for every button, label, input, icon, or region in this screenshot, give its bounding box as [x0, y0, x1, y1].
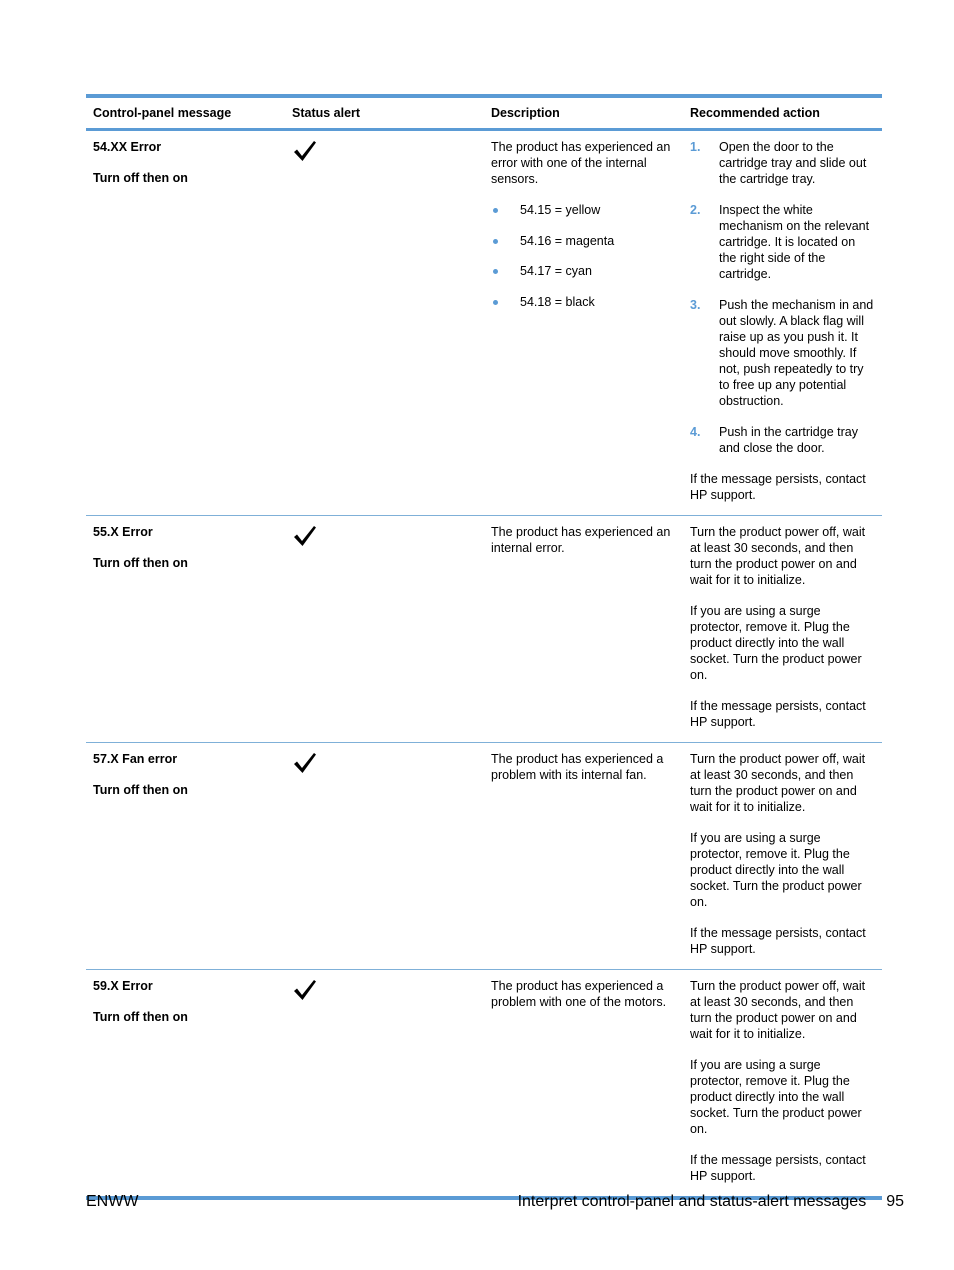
checkmark-icon [293, 525, 317, 551]
action-note: If the message persists, contact HP support. [690, 926, 866, 956]
action-text: If you are using a surge protector, remove it. Plug the product directly into the wall socket. Turn the product power on. [690, 604, 862, 682]
step-number: 4. [690, 425, 701, 439]
table-row [86, 970, 882, 1196]
step-text: Push the mechanism in and out slowly. A black flag will raise up as you push it. It should move smoothly. If not, push repeatedly to try to free up any potential obstruction. [719, 298, 874, 408]
checkmark-icon [293, 979, 317, 1005]
description-text: The product has experienced a problem with its internal fan. [491, 752, 664, 782]
table-header-row [86, 98, 882, 131]
error-sub-message: Turn off then on [93, 1010, 188, 1024]
message-cell [86, 516, 285, 742]
list-item-text: 54.17 = cyan [520, 264, 592, 278]
message-cell [86, 743, 285, 969]
list-item [491, 263, 677, 279]
step-text: Push in the cartridge tray and close the door. [719, 425, 858, 455]
description-cell [484, 516, 683, 742]
column-header-action: Recommended action [690, 106, 820, 120]
column-header-status: Status alert [292, 106, 361, 120]
column-header-message: Control-panel message [93, 106, 232, 120]
bullet-icon [493, 300, 498, 305]
action-cell [683, 970, 882, 1196]
action-cell [683, 743, 882, 969]
list-item-text: 54.18 = black [520, 294, 595, 309]
action-text: If you are using a surge protector, remove it. Plug the product directly into the wall socket. Turn the product power on. [690, 1058, 862, 1136]
action-text: If you are using a surge protector, remove it. Plug the product directly into the wall socket. Turn the product power on. [690, 831, 862, 909]
description-cell [484, 970, 683, 1196]
description-text: The product has experienced a problem with one of the motors. [491, 979, 667, 1009]
action-cell [683, 516, 882, 742]
list-item [491, 294, 677, 310]
error-message-table [86, 94, 882, 1200]
action-note: If the message persists, contact HP support. [690, 472, 866, 502]
action-text: Turn the product power off, wait at least 30 seconds, and then turn the product power on and wait for it to initialize. [690, 752, 866, 814]
error-code: 55.X Error [93, 525, 153, 539]
bullet-icon [493, 239, 498, 244]
action-note: If the message persists, contact HP support. [690, 699, 866, 729]
step-list [690, 139, 876, 456]
step-item [690, 139, 876, 187]
step-number: 3. [690, 298, 701, 312]
step-text: Open the door to the cartridge tray and slide out the cartridge tray. [719, 140, 867, 186]
action-text: Turn the product power off, wait at least 30 seconds, and then turn the product power on and wait for it to initialize. [690, 525, 866, 587]
page-number: 95 [886, 1193, 904, 1210]
table-row [86, 743, 882, 970]
bullet-icon [493, 208, 498, 213]
list-item [491, 233, 677, 249]
footer-section [518, 1193, 904, 1211]
status-cell [285, 970, 484, 1196]
step-text: Inspect the white mechanism on the relevant cartridge. It is located on the right side of the cartridge. [719, 203, 870, 281]
bullet-icon [493, 269, 498, 274]
step-item [690, 424, 876, 456]
error-sub-message: Turn off then on [93, 556, 188, 570]
description-cell [484, 131, 683, 515]
action-text: Turn the product power off, wait at least 30 seconds, and then turn the product power on and wait for it to initialize. [690, 979, 866, 1041]
status-cell [285, 131, 484, 515]
checkmark-icon [293, 752, 317, 778]
step-number: 2. [690, 203, 701, 217]
error-sub-message: Turn off then on [93, 783, 188, 797]
table-row [86, 516, 882, 743]
message-cell [86, 970, 285, 1196]
error-sub-message: Turn off then on [93, 171, 188, 185]
checkmark-icon [293, 140, 317, 166]
step-number: 1. [690, 140, 701, 154]
message-cell [86, 131, 285, 515]
description-text: The product has experienced an internal error. [491, 525, 671, 555]
error-code: 57.X Fan error [93, 752, 178, 766]
step-item [690, 297, 876, 409]
step-item [690, 202, 876, 282]
column-header-description: Description [491, 106, 560, 120]
description-cell [484, 743, 683, 969]
status-cell [285, 743, 484, 969]
sensor-list [491, 202, 677, 310]
table-row [86, 131, 882, 516]
list-item-text: 54.16 = magenta [520, 233, 615, 248]
footer-section-title: Interpret control-panel and status-alert messages [517, 1193, 867, 1210]
description-text: The product has experienced an error with one of the internal sensors. [491, 140, 671, 186]
footer-label: ENWW [86, 1193, 139, 1210]
error-code: 59.X Error [93, 979, 153, 993]
action-note: If the message persists, contact HP support. [690, 1153, 866, 1183]
list-item [491, 202, 677, 218]
error-code: 54.XX Error [93, 140, 162, 154]
action-cell [683, 131, 882, 515]
status-cell [285, 516, 484, 742]
list-item-text: 54.15 = yellow [520, 203, 601, 217]
